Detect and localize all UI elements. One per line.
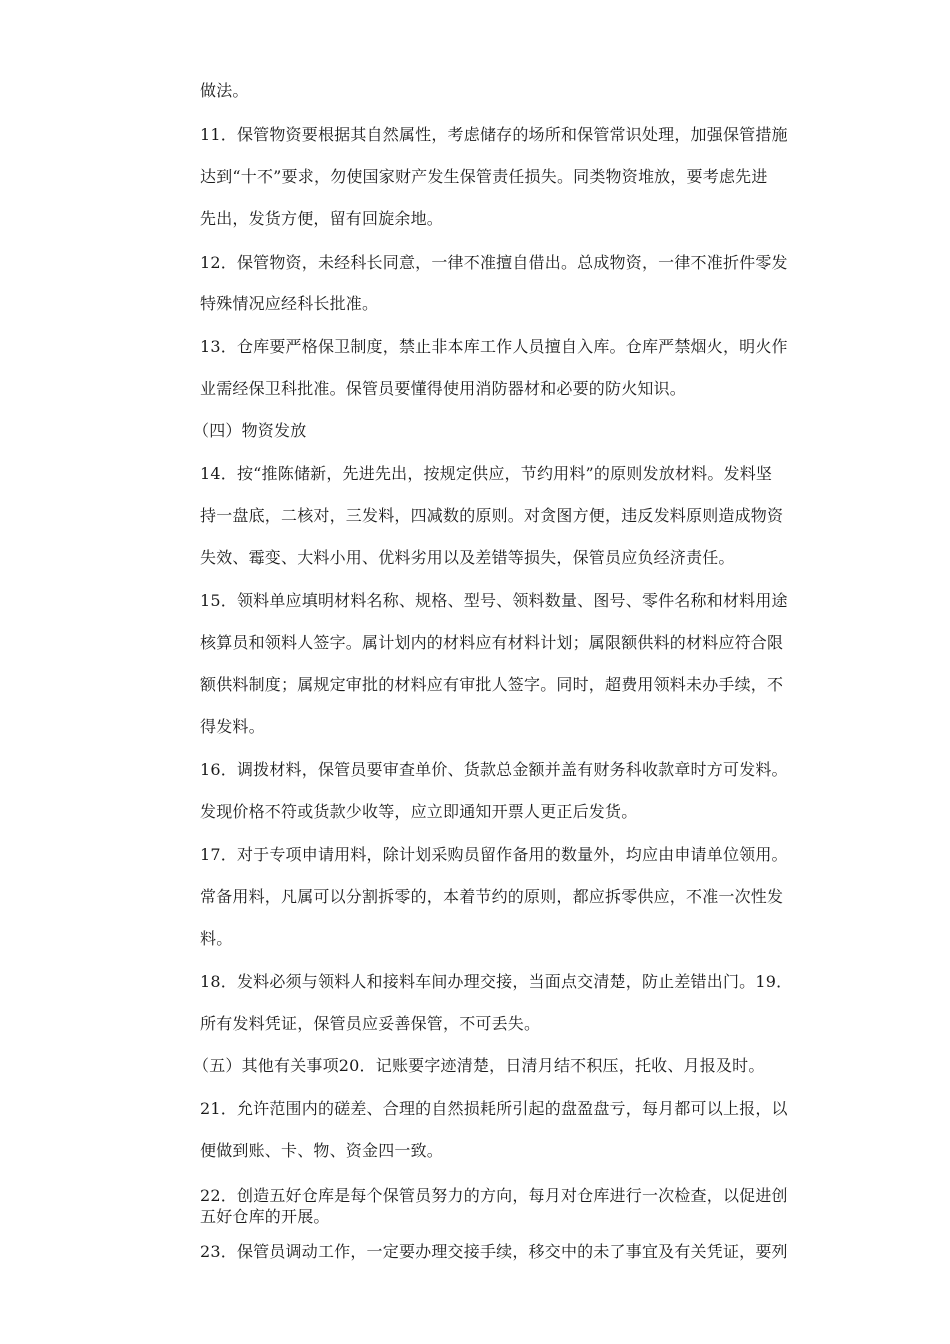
text-line: 常备用料，凡属可以分割拆零的，本着节约的原则，都应拆零供应，不准一次性发 [200,887,784,906]
text-line: 达到“十不”要求，勿使国家财产发生保管责任损失。同类物资堆放，要考虑先进 [200,167,768,186]
text-line: 发现价格不符或货款少收等，应立即通知开票人更正后发货。 [200,802,638,821]
text-line: 12．保管物资，未经科长同意，一律不准擅自借出。总成物资，一律不准折件零发 [200,253,788,272]
text-line: 业需经保卫科批准。保管员要懂得使用消防器材和必要的防火知识。 [200,379,687,398]
text-line: 持一盘底，二核对，三发料，四减数的原则。对贪图方便，违反发料原则造成物资 [200,506,784,525]
text-line: 做法。 [200,81,249,100]
text-line: 11．保管物资要根据其自然属性，考虑储存的场所和保管常识处理，加强保管措施 [200,125,788,144]
section-heading: （四）物资发放 [193,421,307,440]
text-line: 21．允许范围内的磋差、合理的自然损耗所引起的盘盈盘亏，每月都可以上报，以 [200,1099,788,1118]
text-line: 22．创造五好仓库是每个保管员努力的方向，每月对仓库进行一次检查，以促进创 [200,1186,788,1205]
text-line: 16．调拨材料，保管员要审查单价、货款总金额并盖有财务科收款章时方可发料。 [200,760,788,779]
text-line: 料。 [200,929,233,948]
text-line: 便做到账、卡、物、资金四一致。 [200,1141,444,1160]
text-line: 特殊情况应经科长批准。 [200,294,379,313]
text-line: 17．对于专项申请用料，除计划采购员留作备用的数量外，均应由申请单位领用。 [200,845,788,864]
text-line: 额供料制度；属规定审批的材料应有审批人签字。同时，超费用领料未办手续，不 [200,675,784,694]
text-line: 失效、霉变、大料小用、优料劣用以及差错等损失，保管员应负经济责任。 [200,548,735,567]
text-line: 所有发料凭证，保管员应妥善保管，不可丢失。 [200,1014,541,1033]
text-line: 14．按“推陈储新，先进先出，按规定供应，节约用料”的原则发放材料。发料坚 [200,464,773,483]
text-line: 23．保管员调动工作，一定要办理交接手续，移交中的未了事宜及有关凭证，要列 [200,1242,788,1261]
text-line: 15．领料单应填明材料名称、规格、型号、领料数量、图号、零件名称和材料用途 [200,591,788,610]
text-line: 13．仓库要严格保卫制度，禁止非本库工作人员擅自入库。仓库严禁烟火，明火作 [200,337,788,356]
text-line: 核算员和领料人签字。属计划内的材料应有材料计划；属限额供料的材料应符合限 [200,633,784,652]
text-line: 五好仓库的开展。 [200,1207,330,1226]
text-line: 得发料。 [200,717,265,736]
section-heading: （五）其他有关事项20．记账要字迹清楚，日清月结不积压，托收、月报及时。 [193,1056,765,1075]
text-line: 18．发料必须与领料人和接料车间办理交接，当面点交清楚，防止差错出门。19． [200,972,793,991]
text-line: 先出，发货方便，留有回旋余地。 [200,209,444,228]
